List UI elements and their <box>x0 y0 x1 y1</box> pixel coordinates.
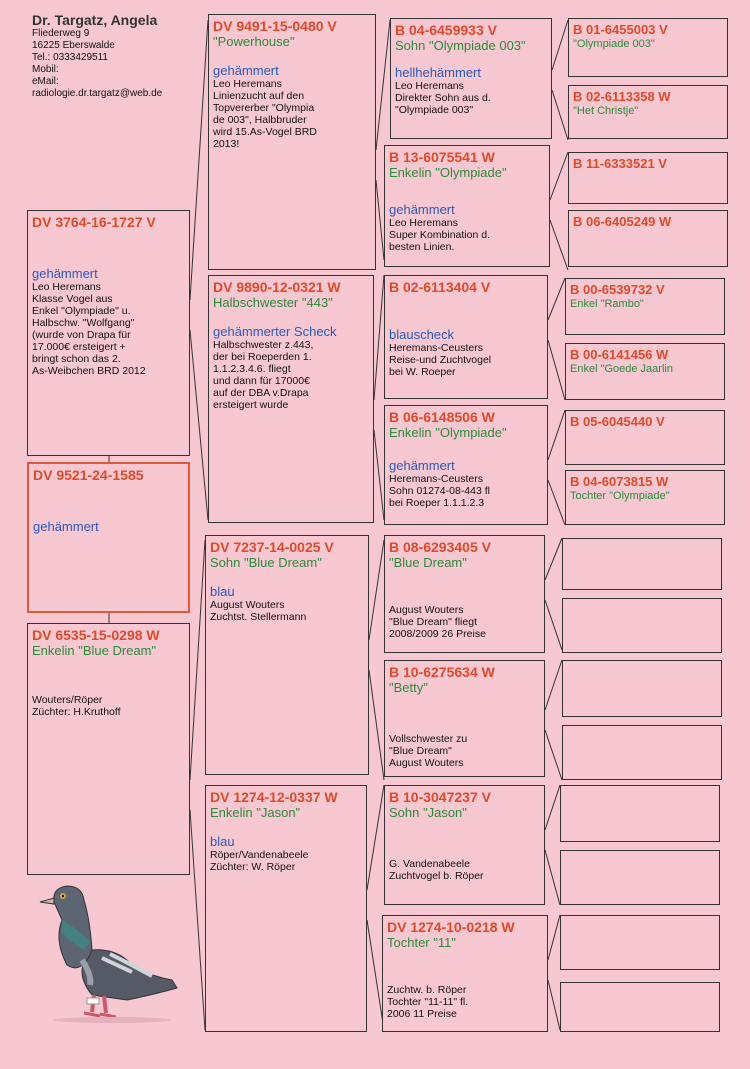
gp2-name: Halbschwester "443" <box>213 295 333 310</box>
gen4-card-14 <box>560 850 720 905</box>
ggp4-color: gehämmert <box>389 458 455 473</box>
gen4-4-ring: B 06-6405249 W <box>573 214 672 229</box>
pigeon-icon <box>40 886 177 1023</box>
great-grandparent-card-2 <box>384 145 550 267</box>
gen4-card-1 <box>568 18 728 77</box>
mother-ring: DV 6535-15-0298 W <box>32 627 160 643</box>
gen4-5-ring: B 00-6539732 V <box>570 282 665 297</box>
breeder-info <box>32 12 212 100</box>
breeder-email-label: eMail: <box>32 76 59 87</box>
gp3-name: Sohn "Blue Dream" <box>210 555 322 570</box>
ggp1-desc: Leo Heremans Direkter Sohn aus d. "Olympiade 003" <box>395 80 491 116</box>
gen4-card-13 <box>560 785 720 842</box>
gp1-ring: DV 9491-15-0480 V <box>213 18 337 34</box>
connector-gen3-7 <box>545 785 560 905</box>
breeder-email[interactable]: radiologie.dr.targatz@web.de <box>32 88 163 99</box>
father-card <box>27 210 190 456</box>
mother-desc: Wouters/Röper Züchter: H.Kruthoff <box>32 694 121 718</box>
grandparent-card-3 <box>205 535 369 775</box>
gp2-ring: DV 9890-12-0321 W <box>213 279 341 295</box>
gen4-8-ring: B 04-6073815 W <box>570 474 669 489</box>
ggp5-ring: B 08-6293405 V <box>389 539 491 555</box>
great-grandparent-card-7 <box>384 785 545 905</box>
gen4-3-ring: B 11-6333521 V <box>573 156 667 171</box>
ggp2-color: gehämmert <box>389 202 455 217</box>
ggp8-ring: DV 1274-10-0218 W <box>387 919 515 935</box>
ggp1-color: hellhehämmert <box>395 65 481 80</box>
connector-gen2-2 <box>374 275 384 520</box>
ggp8-desc: Zuchtw. b. Röper Tochter "11-11" fl. 2006 11 Preise <box>387 984 469 1020</box>
gp1-color: gehämmert <box>213 63 279 78</box>
gp4-desc: Röper/Vandenabeele Züchter: W. Röper <box>210 849 309 873</box>
gp1-name: "Powerhouse" <box>213 34 295 49</box>
gen4-8-name: Tochter "Olympiade" <box>570 490 670 502</box>
connector-gen3-1 <box>552 20 568 140</box>
gen4-1-name: "Olympiade 003" <box>573 38 655 50</box>
gen4-card-8 <box>565 470 725 525</box>
ggp3-ring: B 02-6113404 V <box>389 279 491 295</box>
breeder-name: Dr. Targatz, Angela <box>32 12 158 28</box>
ggp6-desc: Vollschwester zu "Blue Dream" August Wouters <box>389 733 468 769</box>
connector-gen3-8 <box>548 915 560 1030</box>
gen4-1-ring: B 01-6455003 V <box>573 22 668 37</box>
subject-ring: DV 9521-24-1585 <box>33 467 144 483</box>
connector-gen3-3 <box>548 278 565 400</box>
ggp4-name: Enkelin "Olympiade" <box>389 425 507 440</box>
ggp1-ring: B 04-6459933 V <box>395 22 497 38</box>
ggp7-name: Sohn "Jason" <box>389 805 467 820</box>
ggp2-desc: Leo Heremans Super Kombination d. besten Linien. <box>389 217 490 253</box>
ggp7-ring: B 10-3047237 V <box>389 789 491 805</box>
great-grandparent-card-5 <box>384 535 545 653</box>
father-desc: Leo Heremans Klasse Vogel aus Enkel "Olympiade" u. Halbschw. "Wolfgang" (wurde von Drapa für 17.000€ ersteigert + bringt schon das 2. As-Weibchen BRD 2012 <box>32 281 146 377</box>
pigeon-illustration <box>32 880 182 1025</box>
ggp6-ring: B 10-6275634 W <box>389 664 495 680</box>
subject-color: gehämmert <box>33 519 99 534</box>
breeder-street: Fliederweg 9 <box>32 28 90 39</box>
breeder-mobile: Mobil: <box>32 64 59 75</box>
gen4-7-ring: B 05-6045440 V <box>570 414 665 429</box>
great-grandparent-card-3 <box>384 275 548 399</box>
ggp1-name: Sohn "Olympiade 003" <box>395 38 526 53</box>
gp1-desc: Leo Heremans Linienzucht auf den Topvererber "Olympia de 003", Halbbruder wird 15.As-Vogel BRD 2013! <box>213 78 317 150</box>
connector-gen3-5 <box>545 538 562 650</box>
gp4-color: blau <box>210 834 235 849</box>
breeder-phone: Tel.: 0333429511 <box>32 52 108 63</box>
connector-mother-parents <box>190 540 205 1030</box>
ggp3-color: blauscheck <box>389 327 455 342</box>
mother-name: Enkelin "Blue Dream" <box>32 643 157 658</box>
mother-card <box>27 623 190 875</box>
gen4-5-name: Enkel "Rambo" <box>570 298 644 310</box>
gen4-card-15 <box>560 915 720 970</box>
ggp4-ring: B 06-6148506 W <box>389 409 495 425</box>
great-grandparent-card-8 <box>382 915 548 1032</box>
grandparent-card-1 <box>208 14 376 270</box>
gen4-card-2 <box>568 85 728 139</box>
connector-gen2-3 <box>369 540 384 780</box>
father-ring: DV 3764-16-1727 V <box>32 214 156 230</box>
ggp6-name: "Betty" <box>389 680 428 695</box>
grandparent-card-4 <box>205 785 367 1032</box>
great-grandparent-card-6 <box>384 660 545 777</box>
ggp5-desc: August Wouters "Blue Dream" fliegt 2008/2009 26 Preise <box>389 604 486 640</box>
ggp5-name: "Blue Dream" <box>389 555 467 570</box>
subject-card <box>27 462 190 613</box>
gen4-card-6 <box>565 343 725 400</box>
gp3-desc: August Wouters Zuchtst. Stellermann <box>210 599 307 623</box>
gp3-color: blau <box>210 584 235 599</box>
gp4-name: Enkelin "Jason" <box>210 805 301 820</box>
gp2-desc: Halbschwester z.443, der bei Roeperden 1. 1.1.2.3.4.6. fliegt und dann für 17000€ auf der DBA v.Drapa ersteigert wurde <box>213 339 314 411</box>
ggp3-desc: Heremans-Ceusters Reise-und Zuchtvogel bei W. Roeper <box>389 342 492 378</box>
gp4-ring: DV 1274-12-0337 W <box>210 789 338 805</box>
gen4-card-12 <box>562 725 722 780</box>
gen4-card-16 <box>560 982 720 1032</box>
gen4-6-name: Enkel "Goede Jaarlin <box>570 363 673 375</box>
gen4-card-7 <box>565 410 725 465</box>
connector-gen3-6 <box>545 660 562 780</box>
ggp2-ring: B 13-6075541 W <box>389 149 495 165</box>
gen4-card-10 <box>562 598 722 653</box>
gen4-card-5 <box>565 278 725 335</box>
gen4-card-11 <box>562 660 722 717</box>
breeder-city: 16225 Eberswalde <box>32 40 115 51</box>
gen4-card-9 <box>562 538 722 590</box>
connector-gen3-4 <box>548 410 565 525</box>
ggp2-name: Enkelin "Olympiade" <box>389 165 507 180</box>
gp3-ring: DV 7237-14-0025 V <box>210 539 334 555</box>
gen4-2-name: "Het Christje" <box>573 105 639 117</box>
gen4-card-3 <box>568 152 728 204</box>
gp2-color: gehämmerter Scheck <box>213 324 337 339</box>
ggp8-name: Tochter "11" <box>387 935 456 950</box>
gen4-6-ring: B 00-6141456 W <box>570 347 669 362</box>
great-grandparent-card-1 <box>390 18 552 139</box>
connector-gen3-2 <box>550 152 568 270</box>
father-color: gehämmert <box>32 266 98 281</box>
ggp4-desc: Heremans-Ceusters Sohn 01274-08-443 fl bei Roeper 1.1.1.2.3 <box>389 473 490 509</box>
gen4-card-4 <box>568 210 728 267</box>
great-grandparent-card-4 <box>384 405 548 525</box>
ggp7-desc: G. Vandenabeele Zuchtvogel b. Röper <box>389 858 484 882</box>
grandparent-card-2 <box>208 275 374 523</box>
gen4-2-ring: B 02-6113358 W <box>573 89 671 104</box>
